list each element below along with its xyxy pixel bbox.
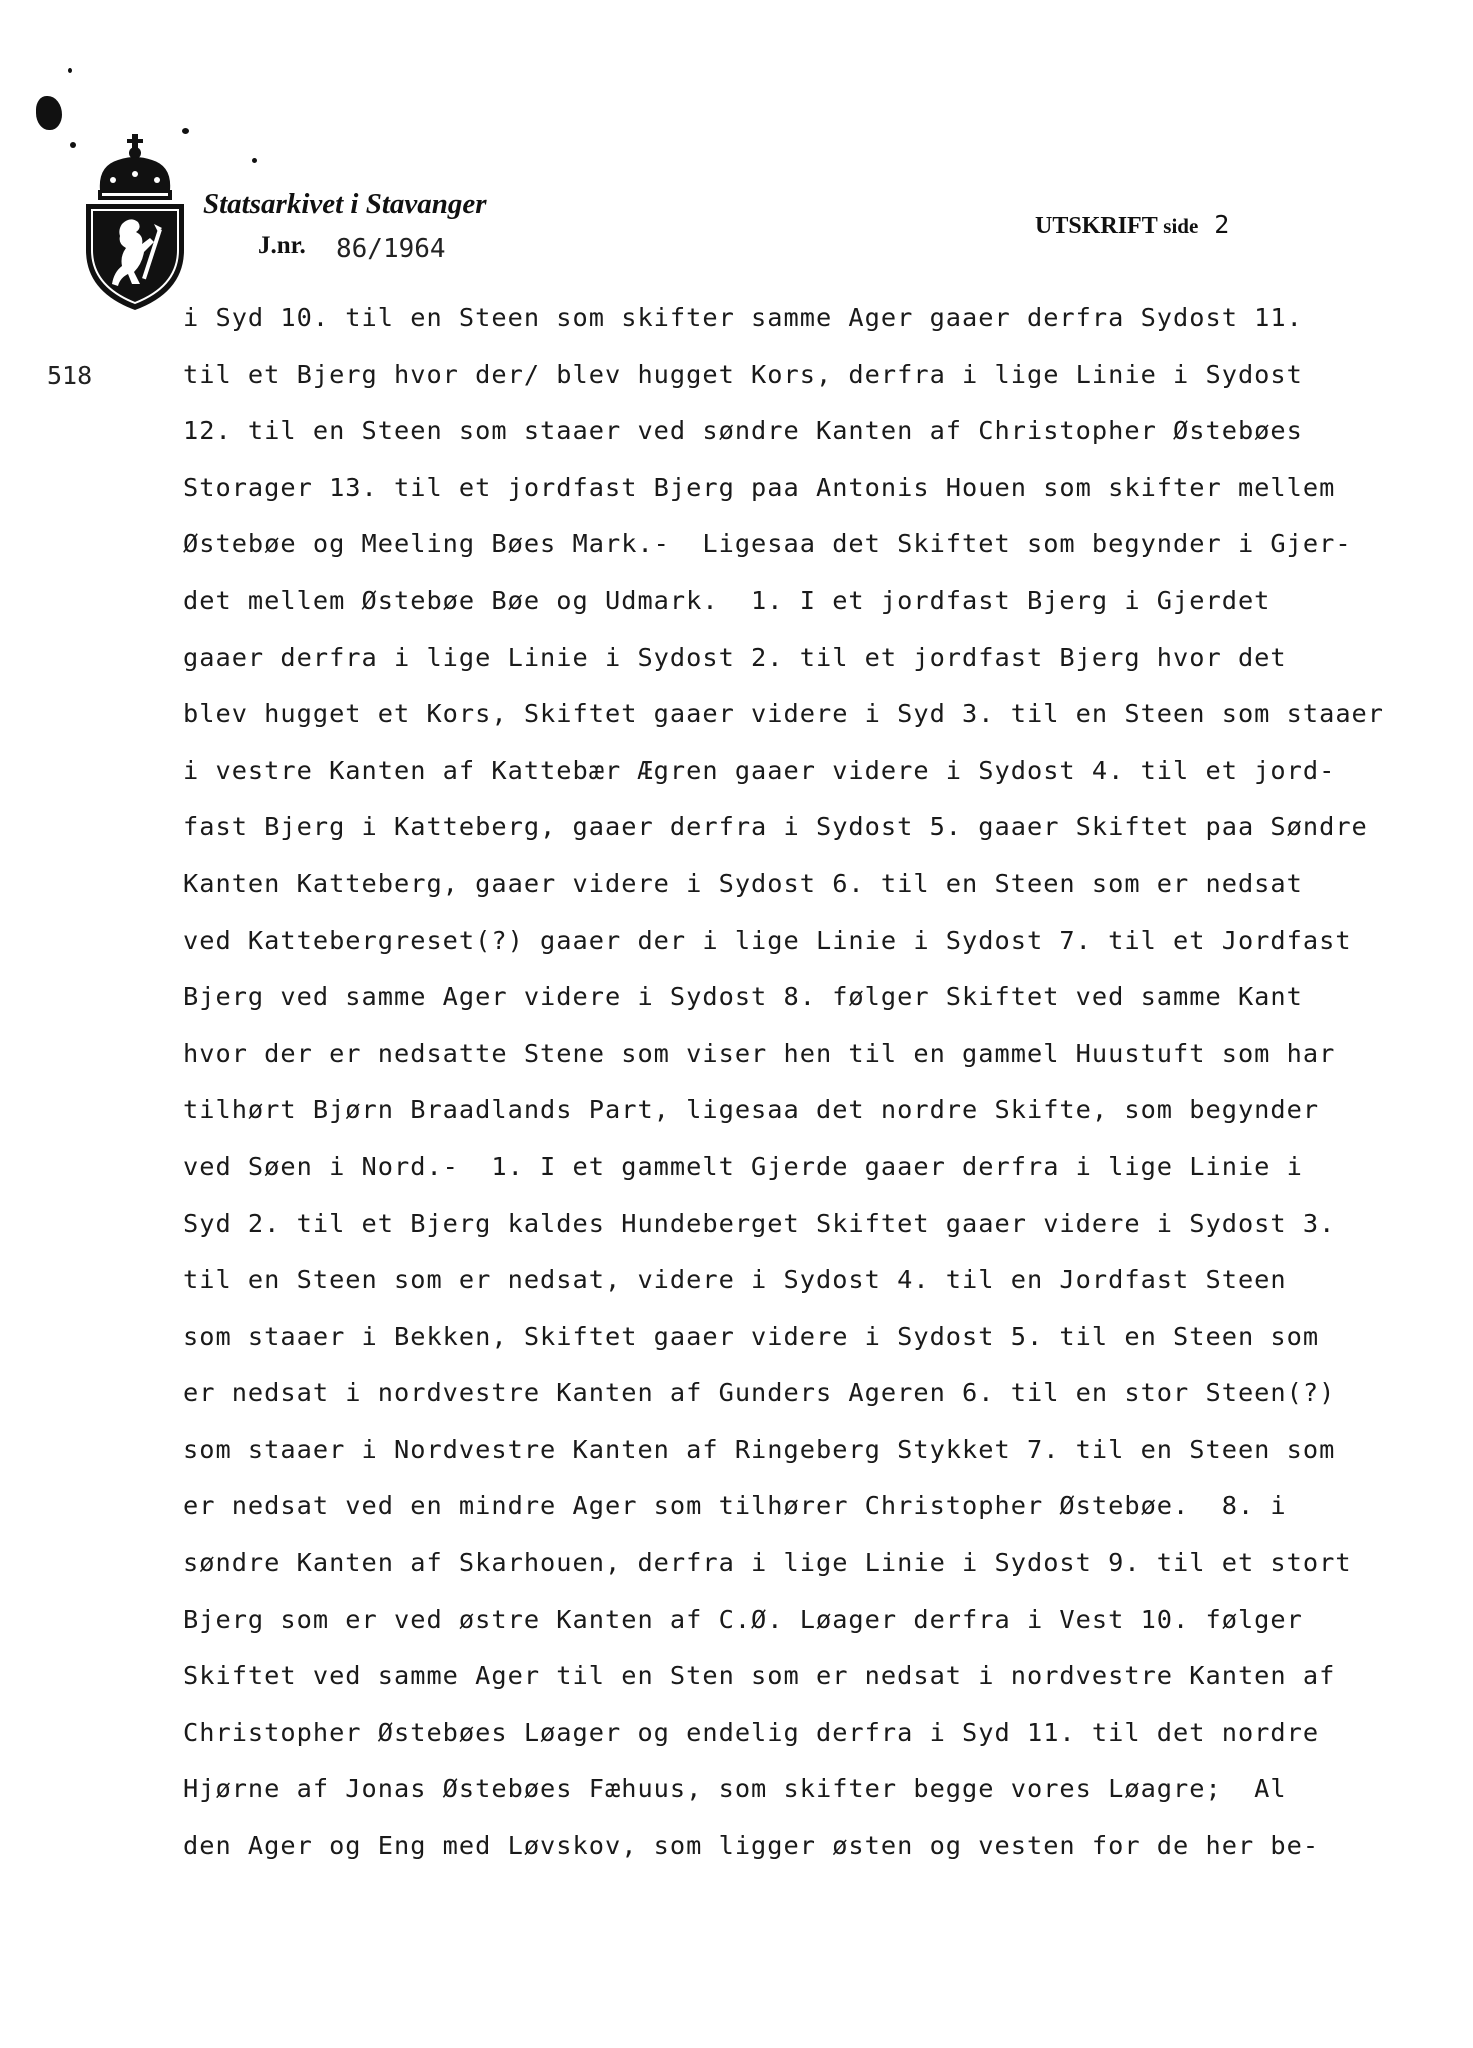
scan-speck xyxy=(36,96,62,130)
archive-name: Statsarkivet i Stavanger xyxy=(203,188,487,220)
text-line: blev hugget et Kors, Skiftet gaaer videre i Syd 3. til en Steen som staaer xyxy=(183,699,1385,729)
text-line: i vestre Kanten af Kattebær Ægren gaaer videre i Sydost 4. til et jord- xyxy=(183,755,1336,785)
scan-speck xyxy=(70,142,76,148)
text-line: ved Kattebergreset(?) gaaer der i lige Linie i Sydost 7. til et Jordfast xyxy=(183,925,1352,955)
text-line: hvor der er nedsatte Stene som viser hen til en gammel Huustuft som har xyxy=(183,1038,1336,1068)
text-line: til en Steen som er nedsat, videre i Sydost 4. til en Jordfast Steen xyxy=(183,1265,1287,1295)
text-line: tilhørt Bjørn Braadlands Part, ligesaa det nordre Skifte, som begynder xyxy=(183,1095,1320,1125)
text-line: 12. til en Steen som staaer ved søndre Kanten af Christopher Østebøes xyxy=(183,416,1303,446)
text-line: som staaer i Bekken, Skiftet gaaer videre i Sydost 5. til en Steen som xyxy=(183,1321,1320,1351)
text-line: Bjerg ved samme Ager videre i Sydost 8. følger Skiftet ved samme Kant xyxy=(183,982,1303,1012)
journal-number-label: J.nr. xyxy=(258,232,306,259)
text-line: er nedsat ved en mindre Ager som tilhører Christopher Østebøe. 8. i xyxy=(183,1491,1287,1521)
text-line: Østebøe og Meeling Bøes Mark.- Ligesaa det Skiftet som begynder i Gjer- xyxy=(183,529,1352,559)
text-line: ved Søen i Nord.- 1. I et gammelt Gjerde gaaer derfra i lige Linie i xyxy=(183,1151,1303,1181)
text-line: Christopher Østebøes Løager og endelig derfra i Syd 11. til det nordre xyxy=(183,1717,1320,1747)
page-header-right xyxy=(1035,210,1229,240)
text-line: Syd 2. til et Bjerg kaldes Hundeberget Skiftet gaaer videre i Sydost 3. xyxy=(183,1208,1336,1238)
text-line: Kanten Katteberg, gaaer videre i Sydost 6. til en Steen som er nedsat xyxy=(183,868,1303,898)
text-line: som staaer i Nordvestre Kanten af Ringeberg Stykket 7. til en Steen som xyxy=(183,1434,1336,1464)
side-label: side xyxy=(1163,214,1199,238)
scan-speck xyxy=(68,68,72,73)
scan-speck xyxy=(252,158,257,163)
transcription-body xyxy=(183,300,1384,1885)
text-line: Hjørne af Jonas Østebøes Fæhuus, som skifter begge vores Løagre; Al xyxy=(183,1774,1287,1804)
journal-number-value: 86/1964 xyxy=(336,234,446,264)
text-line: til et Bjerg hvor der/ blev hugget Kors, derfra i lige Linie i Sydost xyxy=(183,359,1303,389)
margin-reference-number: 518 xyxy=(47,361,93,390)
text-line: det mellem Østebøe Bøe og Udmark. 1. I et jordfast Bjerg i Gjerdet xyxy=(183,585,1271,615)
text-line: i Syd 10. til en Steen som skifter samme Ager gaaer derfra Sydost 11. xyxy=(183,303,1303,332)
text-line: Storager 13. til et jordfast Bjerg paa Antonis Houen som skifter mellem xyxy=(183,472,1336,502)
utskrift-label: UTSKRIFT xyxy=(1035,213,1158,239)
text-line: Bjerg som er ved østre Kanten af C.Ø. Løager derfra i Vest 10. følger xyxy=(183,1604,1303,1634)
text-line: fast Bjerg i Katteberg, gaaer derfra i Sydost 5. gaaer Skiftet paa Søndre xyxy=(183,812,1368,842)
text-line: er nedsat i nordvestre Kanten af Gunders Ageren 6. til en stor Steen(?) xyxy=(183,1378,1336,1408)
text-line: søndre Kanten af Skarhouen, derfra i lige Linie i Sydost 9. til et stort xyxy=(183,1548,1352,1578)
text-line: gaaer derfra i lige Linie i Sydost 2. til et jordfast Bjerg hvor det xyxy=(183,642,1287,672)
text-line: Skiftet ved samme Ager til en Sten som er nedsat i nordvestre Kanten af xyxy=(183,1661,1336,1691)
page-number: 2 xyxy=(1214,210,1230,239)
coat-of-arms-icon xyxy=(80,132,190,312)
text-line: den Ager og Eng med Løvskov, som ligger østen og vesten for de her be- xyxy=(183,1831,1320,1861)
